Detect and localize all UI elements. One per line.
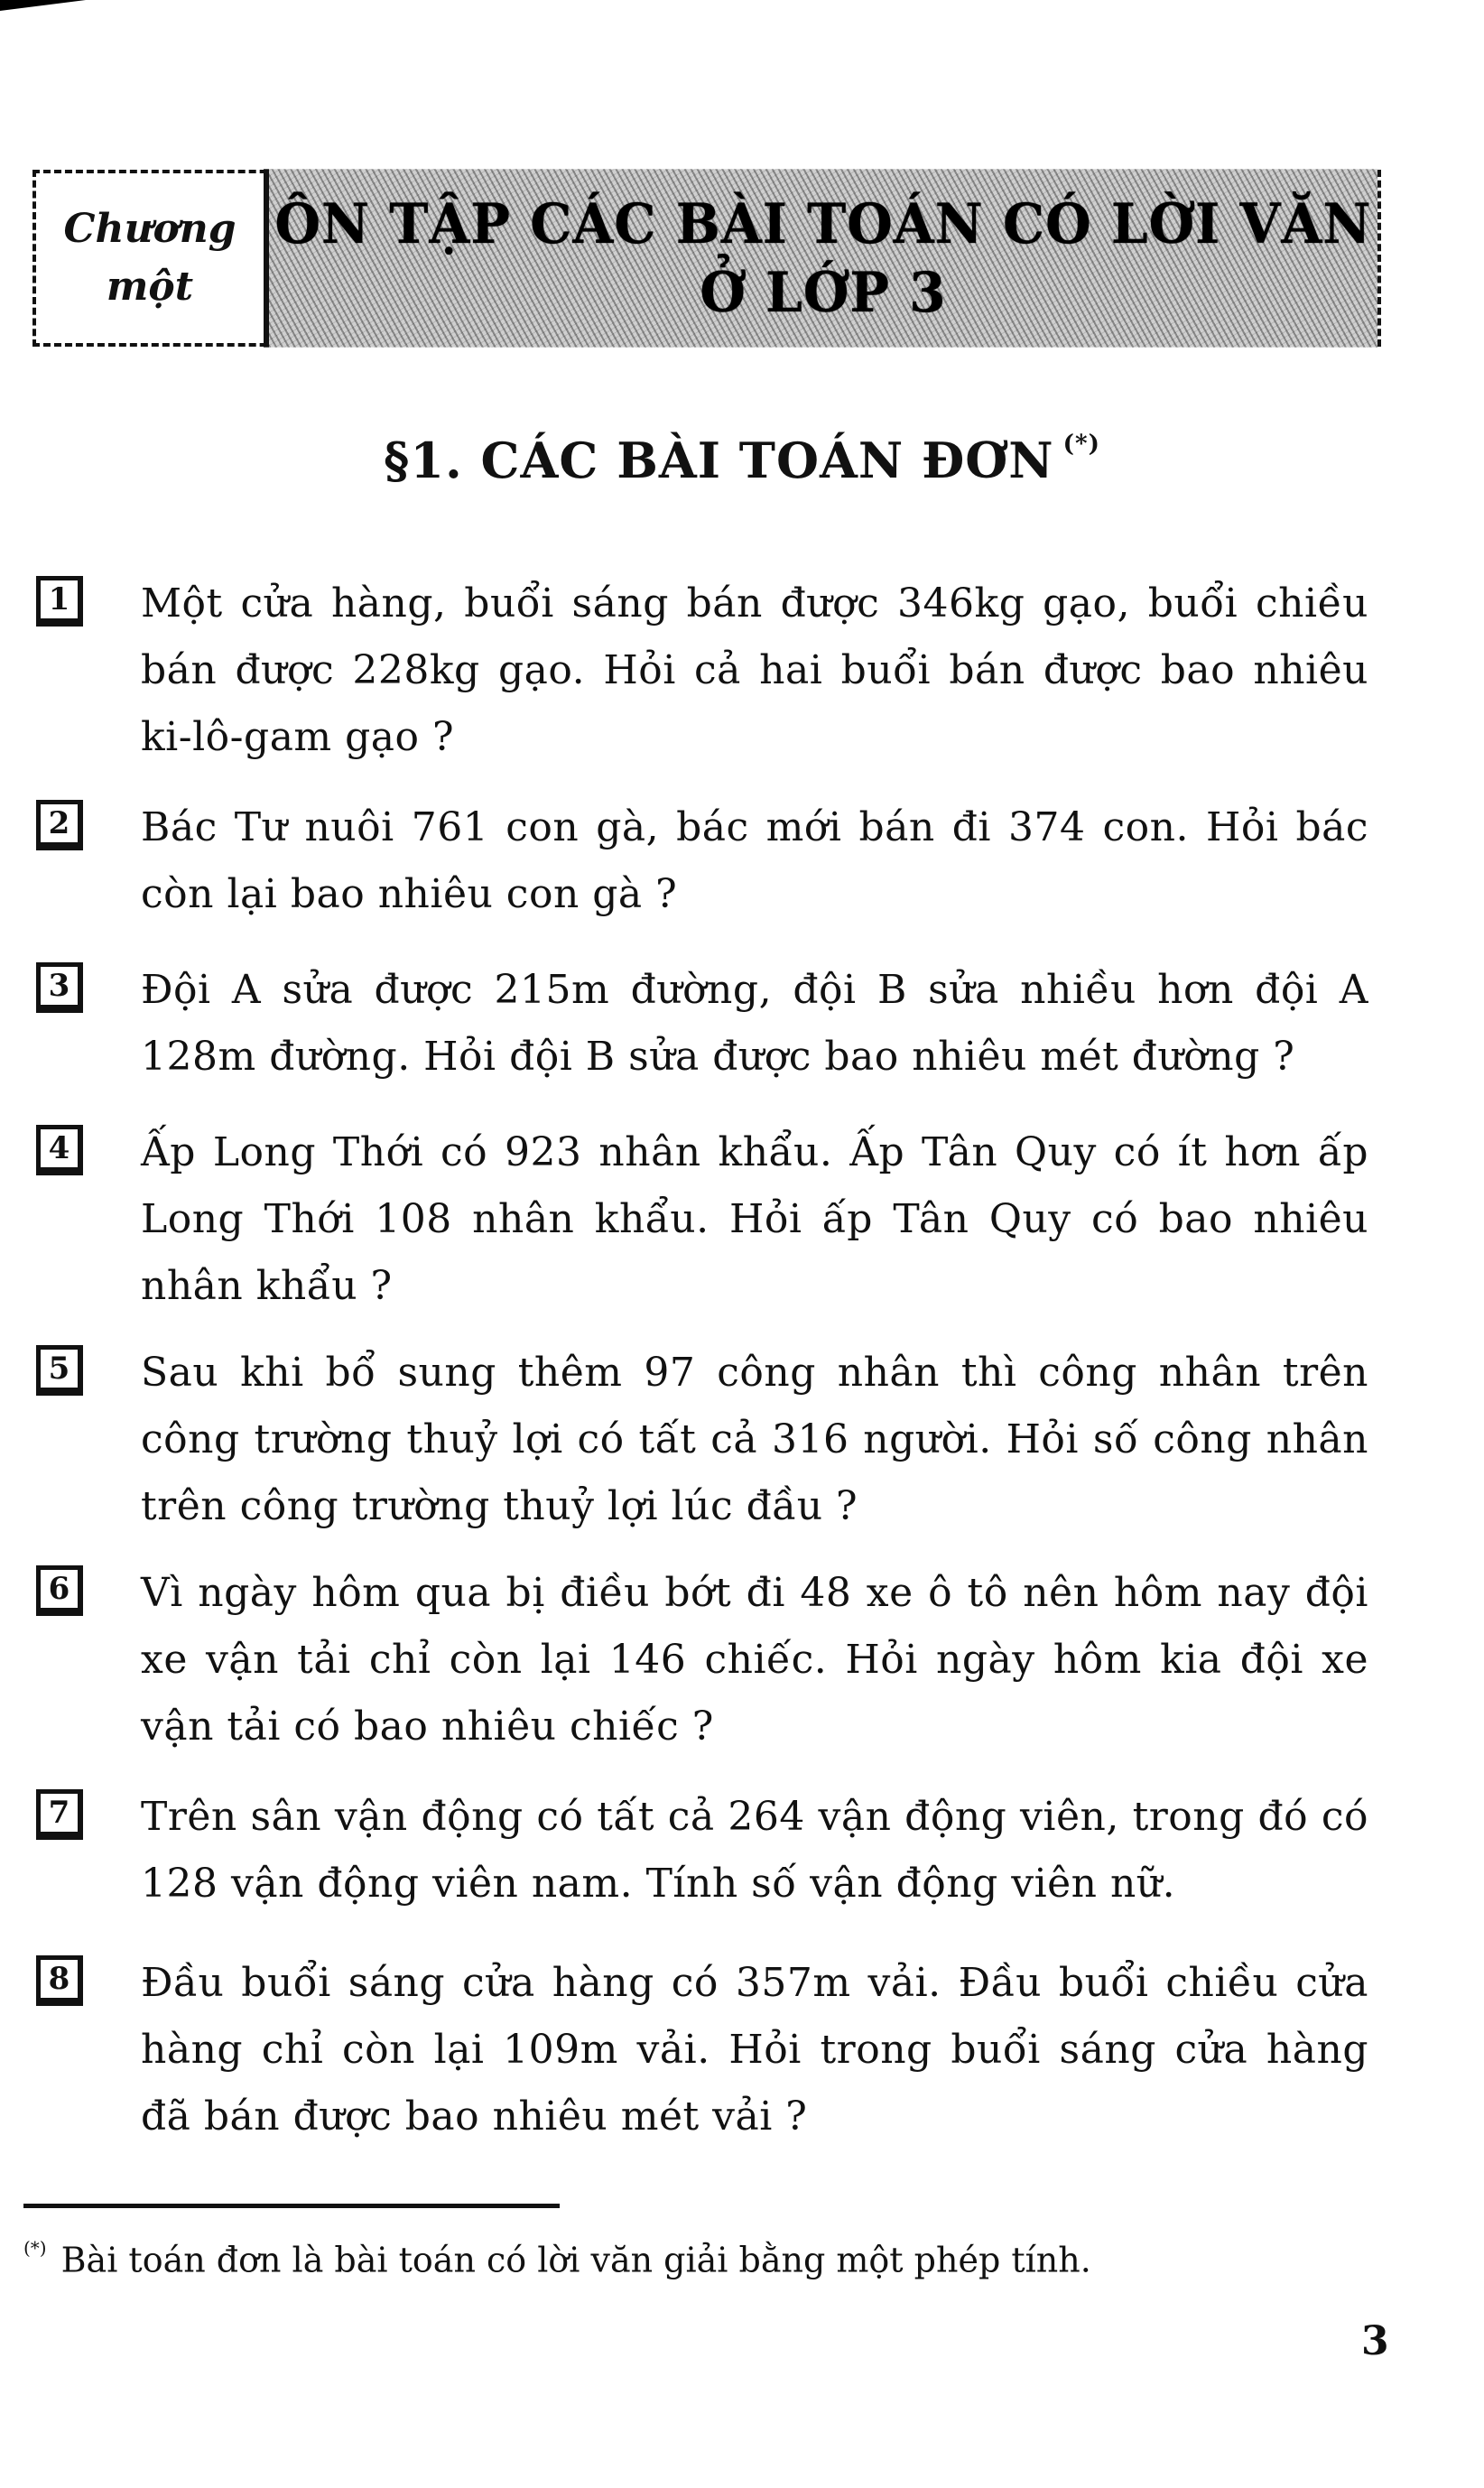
problem-item: [36, 1950, 1390, 2150]
problem-item: [36, 1560, 1390, 1760]
problem-item: [36, 957, 1390, 1091]
problem-text: Ấp Long Thới có 923 nhân khẩu. Ấp Tân Quy có ít hơn ấp Long Thới 108 nhân khẩu. Hỏi ấp Tân Quy có bao nhiêu nhân khẩu ?: [141, 1129, 1368, 1309]
section-title: [0, 432, 1484, 489]
problem-number-box: 1: [36, 576, 83, 627]
chapter-title-line1: ÔN TẬP CÁC BÀI TOÁN CÓ LỜI VĂN: [274, 191, 1372, 256]
problem-text: Đầu buổi sáng cửa hàng có 357m vải. Đầu buổi chiều cửa hàng chỉ còn lại 109m vải. Hỏi trong buổi sáng cửa hàng đã bán được bao nhiêu mét vải ?: [141, 1960, 1368, 2140]
problem-text: Một cửa hàng, buổi sáng bán được 346kg gạo, buổi chiều bán được 228kg gạo. Hỏi cả hai buổi bán được bao nhiêu ki-lô-gam gạo ?: [141, 580, 1368, 760]
problem-text: Trên sân vận động có tất cả 264 vận động viên, trong đó có 128 vận động viên nam. Tính số vận động viên nữ.: [141, 1794, 1368, 1907]
problem-text: Vì ngày hôm qua bị điều bớt đi 48 xe ô tô nên hôm nay đội xe vận tải chỉ còn lại 146 chiếc. Hỏi ngày hôm kia đội xe vận tải có bao nhiêu chiếc ?: [141, 1570, 1368, 1750]
problem-item: [36, 571, 1390, 771]
chapter-title-band: [264, 169, 1377, 347]
problem-number-box: 8: [36, 1955, 83, 2006]
problem-item: [36, 1784, 1390, 1917]
footnote: [23, 2230, 1091, 2284]
problem-text: Đội A sửa được 215m đường, đội B sửa nhiều hơn đội A 128m đường. Hỏi đội B sửa được bao nhiêu mét đường ?: [141, 967, 1368, 1080]
chapter-title-line2: Ở LỚP 3: [700, 260, 947, 325]
footnote-divider: [23, 2204, 560, 2208]
problem-item: [36, 1340, 1390, 1540]
problem-number-box: 2: [36, 800, 83, 850]
chapter-label-word: Chương: [63, 206, 237, 252]
problem-item: [36, 1119, 1390, 1320]
section-title-text: §1. CÁC BÀI TOÁN ĐƠN: [384, 432, 1054, 489]
chapter-header: [32, 170, 1381, 347]
page-number: 3: [1361, 2318, 1389, 2364]
chapter-label: [36, 173, 264, 343]
section-footnote-marker: (*): [1062, 431, 1100, 458]
problem-text: Bác Tư nuôi 761 con gà, bác mới bán đi 374 con. Hỏi bác còn lại bao nhiêu con gà ?: [141, 804, 1368, 917]
footnote-marker: (*): [23, 2237, 47, 2259]
problem-text: Sau khi bổ sung thêm 97 công nhân thì công nhân trên công trường thuỷ lợi có tất cả 316 người. Hỏi số công nhân trên công trường thuỷ lợi lúc đầu ?: [141, 1350, 1368, 1529]
problem-item: [36, 794, 1390, 928]
problem-number-box: 6: [36, 1565, 83, 1616]
problem-number-box: 3: [36, 962, 83, 1013]
scan-corner-mark: [0, 0, 86, 11]
footnote-text: Bài toán đơn là bài toán có lời văn giải bằng một phép tính.: [60, 2240, 1091, 2280]
problem-number-box: 4: [36, 1125, 83, 1175]
problem-number-box: 7: [36, 1789, 83, 1840]
problem-number-box: 5: [36, 1345, 83, 1396]
chapter-label-number: một: [106, 264, 194, 310]
